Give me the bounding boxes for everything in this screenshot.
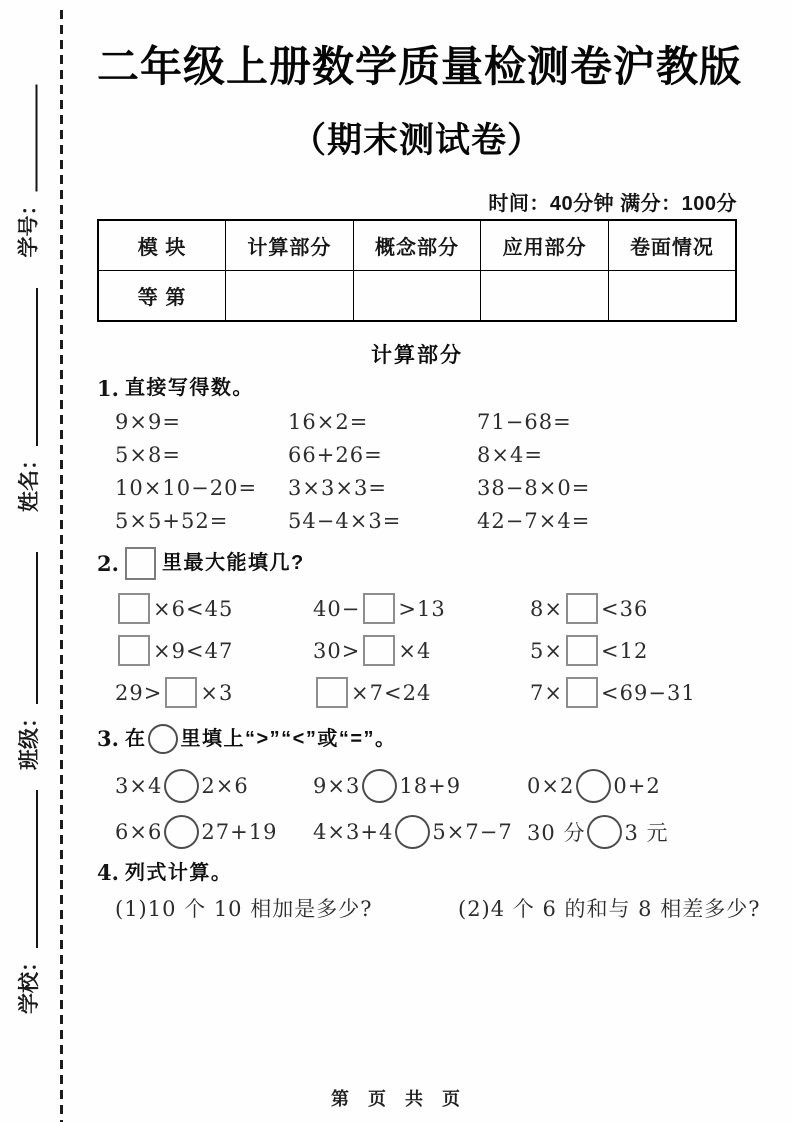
score-header-presentation: 卷面情况	[608, 220, 736, 271]
student-id-label: 学号：	[17, 194, 41, 258]
score-table	[97, 219, 737, 322]
grade-cell	[226, 270, 354, 321]
expr-cell: 3×3×3=	[288, 476, 387, 501]
grade-cell	[353, 270, 481, 321]
section-title: 计算部分	[371, 343, 463, 367]
expr-cell: 66+26=	[288, 443, 383, 468]
expr-cell: 0×2 0+2	[527, 769, 737, 803]
expr-cell: 6×6 27+19	[115, 815, 313, 849]
question-2-header	[97, 547, 737, 580]
question-4-parts	[115, 894, 761, 922]
paper-title: 二年级上册数学质量检测卷沪教版	[97, 43, 743, 90]
question-3-problems	[115, 763, 737, 855]
class-field	[17, 552, 43, 770]
word-problem-2: (2)4 个 6 的和与 8 相差多少?	[458, 897, 761, 922]
page-footer: 第 页 共 页	[330, 1089, 462, 1109]
answer-box	[118, 593, 150, 624]
expr-cell: 4×3+4 5×7−7	[313, 815, 527, 849]
question-3-title: 在 里填上“>”“<”或“=”。	[125, 724, 397, 754]
question-1-header	[97, 375, 737, 402]
expr-cell: 42−7×4=	[477, 509, 591, 534]
student-name-blank-line	[36, 288, 38, 446]
main-content	[97, 0, 761, 922]
score-header-concept: 概念部分	[353, 220, 481, 271]
student-id-field	[17, 85, 43, 258]
score-table-grade-row	[98, 270, 736, 321]
expr-cell: 8× <36	[530, 593, 737, 624]
question-1-title: 直接写得数。	[124, 377, 254, 400]
comparison-circle	[395, 815, 430, 849]
answer-box	[566, 677, 598, 708]
expr-cell: 9×3 18+9	[313, 769, 527, 803]
question-3-number: 3.	[97, 726, 119, 752]
school-blank-line	[36, 790, 38, 948]
expr-cell: 54−4×3=	[288, 509, 402, 534]
score-table-header-row	[98, 220, 736, 271]
answer-box	[363, 593, 395, 624]
question-4-number: 4.	[97, 859, 119, 885]
answer-box	[566, 593, 598, 624]
student-id-blank-line	[36, 85, 38, 192]
answer-box	[118, 635, 150, 666]
expr-cell: 3×4 2×6	[115, 769, 313, 803]
answer-box	[363, 635, 395, 666]
expr-cell: ×9<47	[115, 635, 313, 666]
expr-cell: 38−8×0=	[477, 476, 591, 501]
school-label: 学校：	[18, 951, 41, 1014]
comparison-circle	[148, 724, 178, 754]
comparison-circle	[164, 815, 199, 849]
score-header-application: 应用部分	[481, 220, 609, 271]
expr-cell: 8×4=	[477, 443, 543, 468]
comparison-circle	[576, 769, 611, 803]
question-1-number: 1.	[97, 375, 119, 401]
score-header-module: 模 块	[98, 220, 226, 271]
expr-cell: 5×8=	[115, 443, 181, 468]
comparison-circle	[164, 769, 199, 803]
answer-box	[125, 547, 156, 580]
class-blank-line	[36, 552, 38, 704]
question-4-title: 列式计算。	[124, 861, 233, 884]
student-name-field	[17, 288, 43, 512]
expr-cell: ×7<24	[313, 677, 530, 708]
score-header-calculation: 计算部分	[226, 220, 354, 271]
grade-cell	[608, 270, 736, 321]
expr-cell: 9×9=	[115, 410, 181, 435]
question-2-number: 2.	[97, 550, 119, 576]
expr-cell: 5×5+52=	[115, 509, 229, 534]
comparison-circle	[587, 815, 622, 849]
question-1-problems	[115, 406, 737, 538]
question-2-problems	[115, 588, 737, 714]
comparison-circle	[362, 769, 397, 803]
student-name-label: 姓名：	[18, 449, 41, 512]
question-3-header	[97, 724, 737, 754]
answer-box	[566, 635, 598, 666]
class-label: 班级：	[18, 707, 41, 770]
binding-dashed-line	[60, 10, 63, 1122]
expr-cell: 29> ×3	[115, 677, 313, 708]
expr-cell: 71−68=	[477, 410, 572, 435]
answer-box	[165, 677, 197, 708]
expr-cell: 40− >13	[313, 593, 530, 624]
expr-cell: 5× <12	[530, 635, 737, 666]
expr-cell: 30> ×4	[313, 635, 530, 666]
question-2-title: 里最大能填几?	[125, 547, 305, 580]
grade-cell	[481, 270, 609, 321]
question-4-header	[97, 859, 737, 886]
expr-cell: ×6<45	[115, 593, 313, 624]
expr-cell: 7× <69−31	[530, 677, 737, 708]
answer-box	[316, 677, 348, 708]
expr-cell: 10×10−20=	[115, 476, 258, 501]
word-problem-1: (1)10 个 10 相加是多少?	[115, 897, 373, 922]
grade-row-label: 等 第	[98, 270, 226, 321]
school-field	[17, 790, 43, 1014]
paper-subtitle: （期末测试卷）	[290, 120, 543, 160]
expr-cell: 30 分 3 元	[527, 815, 737, 849]
expr-cell: 16×2=	[288, 410, 369, 435]
time-score-info: 时间：40分钟 满分：100分	[488, 192, 737, 215]
